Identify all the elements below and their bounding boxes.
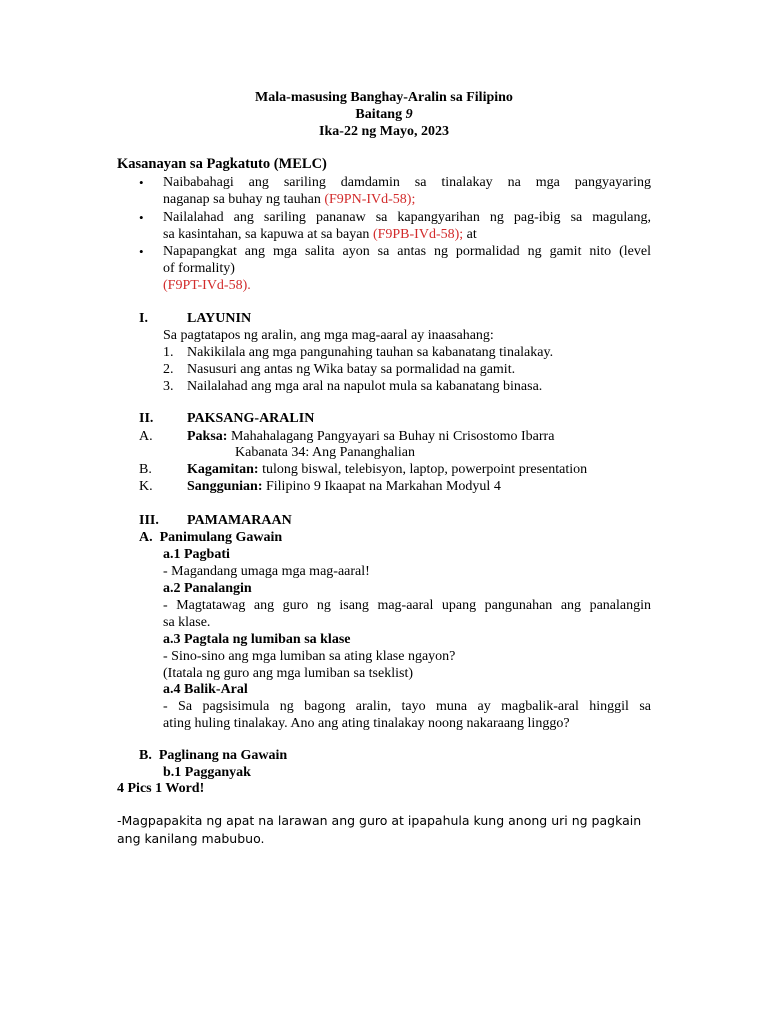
activity-heading: 4 Pics 1 Word! xyxy=(117,781,205,796)
panalangin-line-1: - Magtatawag ang guro ng isang mag-aaral upang pangunahan ang panalangin xyxy=(163,598,651,613)
pagtala-heading: a.3 Pagtala ng lumiban sa klase xyxy=(163,632,351,647)
melc-item-1-line-1: Naibabahagi ang sariling damdamin sa tinalakay na mga pangyayaring xyxy=(163,175,651,190)
melc-code-1: (F9PN-IVd-58); xyxy=(324,192,416,207)
bullet-3: • xyxy=(139,244,144,259)
panalangin-heading: a.2 Panalangin xyxy=(163,581,252,596)
panalangin-line-2: sa klase. xyxy=(163,615,211,630)
kagamitan-line: Kagamitan: tulong biswal, telebisyon, laptop, powerpoint presentation xyxy=(187,462,588,477)
pagbati-heading: a.1 Pagbati xyxy=(163,547,230,562)
pagtala-line-2: (Itatala ng guro ang mga lumiban sa tseklist) xyxy=(163,666,413,681)
pagbati-text: - Magandang umaga mga mag-aaral! xyxy=(163,564,370,579)
melc-heading: Kasanayan sa Pagkatuto (MELC) xyxy=(117,156,327,172)
activity-line-2: ang kanilang mabubuo. xyxy=(117,831,265,846)
kagamitan-label: Kagamitan: xyxy=(187,462,259,477)
layunin-item-1-num: 1. xyxy=(163,345,174,360)
section-3-heading: PAMAMARAAN xyxy=(187,513,292,528)
pagtala-line-1: - Sino-sino ang mga lumiban sa ating klase ngayon? xyxy=(163,649,456,664)
grade-level: Baitang 9 xyxy=(355,107,413,122)
melc-item-1-line-2: naganap sa buhay ng tauhan (F9PN-IVd-58); xyxy=(163,192,416,207)
section-2-heading: PAKSANG-ARALIN xyxy=(187,411,315,426)
sanggunian-line: Sanggunian: Filipino 9 Ikaapat na Markahan Modyul 4 xyxy=(187,479,501,494)
melc-item-3-line-1: Napapangkat ang mga salita ayon sa antas ng pormalidad ng gamit nito (level xyxy=(163,244,651,259)
section-1-numeral: I. xyxy=(139,311,148,326)
activity-line-1: -Magpapakita ng apat na larawan ang guro at ipapahula kung anong uri ng pagkain xyxy=(117,813,642,828)
kagamitan-letter: B. xyxy=(139,462,152,477)
paksa-chapter: Kabanata 34: Ang Pananghalian xyxy=(235,445,416,460)
lesson-date: Ika-22 ng Mayo, 2023 xyxy=(319,124,449,139)
balik-aral-line-2: ating huling tinalakay. Ano ang ating tinalakay noong nakaraang linggo? xyxy=(163,716,570,731)
layunin-item-2-num: 2. xyxy=(163,362,174,377)
layunin-intro: Sa pagtatapos ng aralin, ang mga mag-aaral ay inaasahang: xyxy=(163,328,494,343)
section-2-numeral: II. xyxy=(139,411,154,426)
layunin-item-3: Nailalahad ang mga aral na napulot mula sa kabanatang binasa. xyxy=(187,379,543,394)
paksa-label: Paksa: xyxy=(187,429,228,444)
sanggunian-label: Sanggunian: xyxy=(187,479,263,494)
bullet-1: • xyxy=(139,175,144,190)
paksa-line: Paksa: Mahahalagang Pangyayari sa Buhay ni Crisostomo Ibarra xyxy=(187,429,555,444)
melc-item-2-line-2: sa kasintahan, sa kapuwa at sa bayan (F9PB-IVd-58); at xyxy=(163,227,477,242)
sanggunian-letter: K. xyxy=(139,479,153,494)
melc-code-2: (F9PB-IVd-58); xyxy=(372,227,464,242)
melc-item-2-line-1: Nailalahad ang sariling pananaw sa kapangyarihan ng pag-ibig sa magulang, xyxy=(163,210,651,225)
melc-item-3-line-2: of formality) xyxy=(163,261,235,276)
layunin-item-2: Nasusuri ang antas ng Wika batay sa pormalidad na gamit. xyxy=(187,362,516,377)
panimulang-gawain-heading: A. Panimulang Gawain xyxy=(139,530,283,545)
layunin-item-1: Nakikilala ang mga pangunahing tauhan sa kabanatang tinalakay. xyxy=(187,345,554,360)
balik-aral-heading: a.4 Balik-Aral xyxy=(163,682,248,697)
balik-aral-line-1: - Sa pagsisimula ng bagong aralin, tayo muna ay magbalik-aral hinggil sa xyxy=(163,699,651,714)
melc-code-3: (F9PT-IVd-58). xyxy=(163,278,251,293)
paglinang-heading: B. Paglinang na Gawain xyxy=(139,748,288,763)
paksa-letter: A. xyxy=(139,429,153,444)
section-3-numeral: III. xyxy=(139,513,159,528)
pagganyak-heading: b.1 Pagganyak xyxy=(163,765,251,780)
document-title: Mala-masusing Banghay-Aralin sa Filipino xyxy=(255,90,513,105)
bullet-2: • xyxy=(139,210,144,225)
layunin-item-3-num: 3. xyxy=(163,379,174,394)
grade-number: 9 xyxy=(405,107,413,122)
section-1-heading: LAYUNIN xyxy=(187,311,252,326)
